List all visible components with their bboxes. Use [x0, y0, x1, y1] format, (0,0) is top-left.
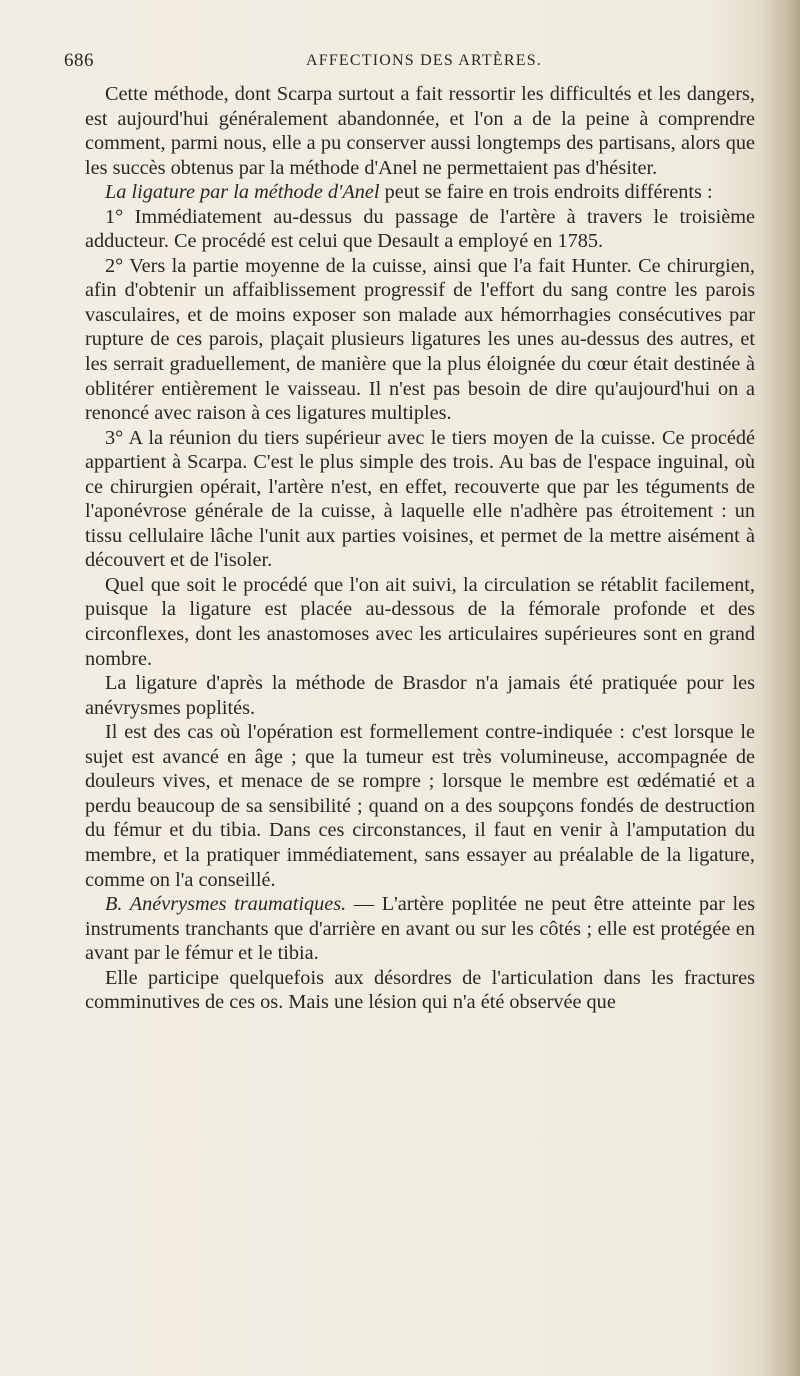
body-text	[85, 82, 755, 1015]
paragraph-8: Il est des cas où l'opération est formellement contre-indiquée : c'est lorsque le sujet est avancé en âge ; que la tumeur est très volumineuse, accompagnée de douleurs vives, et menace de se rompre ; lorsque le membre est œdématié et a perdu beaucoup de sa sensibilité ; quand on a des soupçons fondés de destruction du fémur et du tibia. Dans ces circonstances, il faut en venir à l'amputation du membre, et la pratiquer immédiatement, sans essayer au préalable de la ligature, comme on l'a conseillé.	[85, 721, 755, 891]
paragraph-9: B. Anévrysmes traumatiques. — L'artère poplitée ne peut être atteinte par les instruments tranchants que d'arrière en avant ou sur les côtés ; elle est protégée en avant par le fémur et le tibia.	[85, 893, 755, 965]
section-heading-traumatic: B. Anévrysmes traumatiques.	[105, 893, 347, 916]
paragraph-7: La ligature d'après la méthode de Brasdor n'a jamais été pratiquée pour les anévrysmes poplités.	[85, 672, 755, 719]
paragraph-6: Quel que soit le procédé que l'on ait suivi, la circulation se rétablit facilement, puisque la ligature est placée au-dessous de la fémorale profonde et des circonflexes, dont les anastomoses avec les articulaires supérieures sont en grand nombre.	[85, 573, 755, 670]
italic-heading: La ligature par la méthode d'Anel	[105, 181, 380, 204]
page-header	[64, 50, 754, 80]
paragraph-3: 1° Immédiatement au-dessus du passage de l'artère à travers le troisième adducteur. Ce procédé est celui que Desault a employé en 1785.	[85, 205, 755, 253]
paragraph-1: Cette méthode, dont Scarpa surtout a fait ressortir les difficultés et les dangers, est aujourd'hui généralement abandonnée, et l'on a de la peine à comprendre comment, parmi nous, elle a pu conserver aussi longtemps des partisans, alors que les succès obtenus par la méthode d'Anel ne permettaient pas d'hésiter.	[85, 83, 755, 179]
running-title: AFFECTIONS DES ARTÈRES.	[305, 52, 542, 69]
page-gutter-shadow	[762, 0, 800, 1376]
paragraph-4: 2° Vers la partie moyenne de la cuisse, ainsi que l'a fait Hunter. Ce chirurgien, afin d'obtenir un affaiblissement progressif de l'effort du sang contre les parois vasculaires, et de moins exposer son malade aux hémorrhagies consécutives par rupture de ces parois, plaçait plusieurs ligatures les unes au-dessus des autres, et les serrait graduellement, de manière que la plus éloignée du cœur était destinée à oblitérer entièrement le vaisseau. Il n'est pas besoin de dire qu'aujourd'hui on a renoncé avec raison à ces ligatures multiples.	[85, 254, 755, 425]
page-number: 686	[64, 50, 94, 71]
paragraph-10: Elle participe quelquefois aux désordres de l'articulation dans les fractures comminutives de ces os. Mais une lésion qui n'a été observée que	[85, 966, 755, 1014]
paragraph-2: La ligature par la méthode d'Anel peut se faire en trois endroits différents :	[105, 181, 713, 204]
paragraph-5: 3° A la réunion du tiers supérieur avec le tiers moyen de la cuisse. Ce procédé appartient à Scarpa. C'est le plus simple des trois. Au bas de l'espace inguinal, où ce chirurgien opérait, l'artère n'est, en effet, recouverte que par les téguments de l'aponévrose générale de la cuisse, à laquelle elle n'adhère pas étroitement : un tissu cellulaire lâche l'unit aux parties voisines, et permet de la mettre aisément à découvert et de l'isoler.	[85, 426, 755, 572]
